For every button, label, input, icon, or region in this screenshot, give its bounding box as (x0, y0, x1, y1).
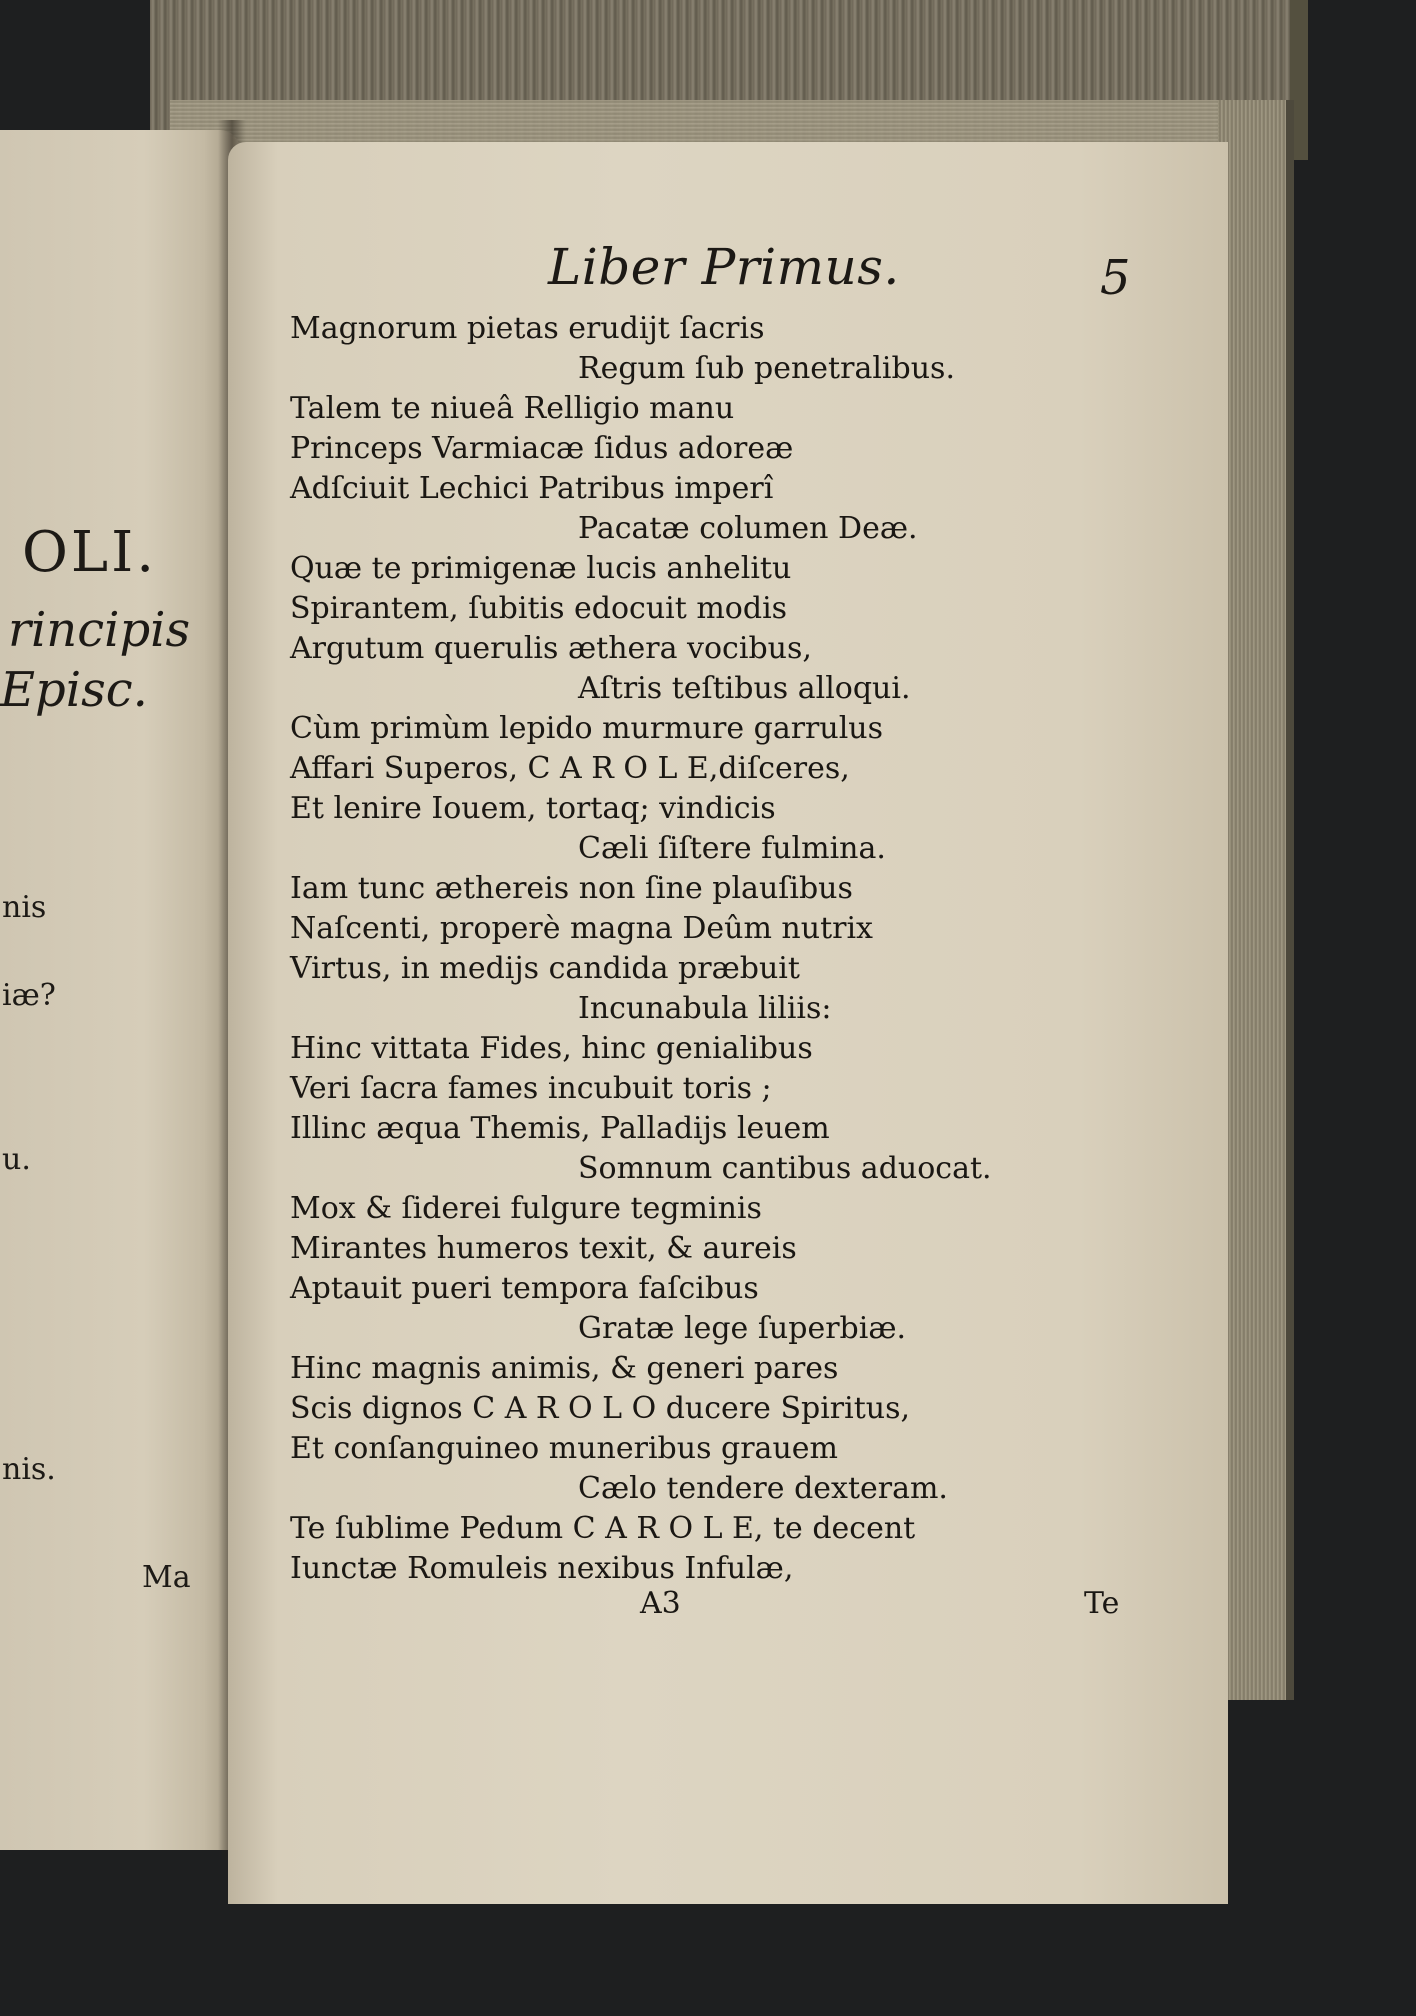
verse-line: Talem te niueâ Relligio manu (290, 391, 735, 426)
verse-line: Spirantem, ſubitis edocuit modis (290, 591, 788, 626)
verse-line: Virtus, in medijs candida præbuit (290, 951, 800, 986)
page-block-fore-edge (1218, 100, 1294, 1700)
verse-line: Illinc æqua Themis, Palladijs leuem (290, 1111, 830, 1146)
verse-line-indented: Gratæ lege ſuperbiæ. (578, 1311, 907, 1346)
left-page (0, 130, 240, 1850)
verse-line: Quæ te primigenæ lucis anhelitu (290, 551, 792, 586)
verse-line-indented: Cæli ſiſtere fulmina. (578, 831, 886, 866)
left-fragment: iæ? (2, 978, 56, 1013)
verse-line: Et lenire Iouem, tortaq; vindicis (290, 791, 776, 826)
verse-line: Argutum querulis æthera vocibus, (290, 631, 812, 666)
left-fragment: nis (2, 890, 47, 925)
verse-line: Hinc vittata Fides, hinc genialibus (290, 1031, 813, 1066)
catchword: Te (1084, 1586, 1120, 1621)
signature-mark: A3 (640, 1586, 681, 1621)
verse-line-indented: Somnum cantibus aduocat. (578, 1151, 992, 1186)
verse-line: Naſcenti, properè magna Deûm nutrix (290, 911, 873, 946)
verse-line: Magnorum pietas erudijt ſacris (290, 311, 765, 346)
verse-line: Hinc magnis animis, & generi pares (290, 1351, 839, 1386)
verse-line: Affari Superos, C A R O L E,diſceres, (290, 751, 850, 786)
verse-line-indented: Regum ſub penetralibus. (578, 351, 955, 386)
verse-line-indented: Pacatæ columen Deæ. (578, 511, 918, 546)
verse-line: Adſciuit Lechici Patribus imperî (290, 471, 774, 506)
verse-line: Iunctæ Romuleis nexibus Infulæ, (290, 1551, 794, 1586)
verse-line: Et conſanguineo muneribus grauem (290, 1431, 838, 1466)
left-fragment: Ma (142, 1560, 191, 1595)
verse-line-indented: Cælo tendere dexteram. (578, 1471, 948, 1506)
left-fragment: OLI. (22, 520, 158, 585)
verse-line: Aptauit pueri tempora faſcibus (290, 1271, 759, 1306)
verse-line: Mirantes humeros texit, & aureis (290, 1231, 797, 1266)
left-fragment: rincipis (8, 602, 191, 658)
verse-line: Veri ſacra fames incubuit toris ; (290, 1071, 772, 1106)
verse-line: Iam tunc æthereis non ſine plauſibus (290, 871, 853, 906)
verse-line-indented: Incunabula liliis: (578, 991, 832, 1026)
verse-line: Te ſublime Pedum C A R O L E, te decent (290, 1511, 916, 1546)
verse-line-indented: Aſtris teſtibus alloqui. (578, 671, 911, 706)
verse-line: Mox & ſiderei fulgure tegminis (290, 1191, 762, 1226)
verse-line: Cùm primùm lepido murmure garrulus (290, 711, 884, 746)
page-block-top (170, 100, 1280, 146)
verse-line: Princeps Varmiacæ ſidus adoreæ (290, 431, 794, 466)
left-fragment: Episc. (0, 662, 148, 718)
verse-line: Scis dignos C A R O L O ducere Spiritus, (290, 1391, 911, 1426)
running-head: Liber Primus. (548, 238, 900, 296)
left-fragment: u. (2, 1142, 31, 1177)
page-number: 5 (1100, 250, 1131, 306)
left-fragment: nis. (2, 1452, 56, 1487)
